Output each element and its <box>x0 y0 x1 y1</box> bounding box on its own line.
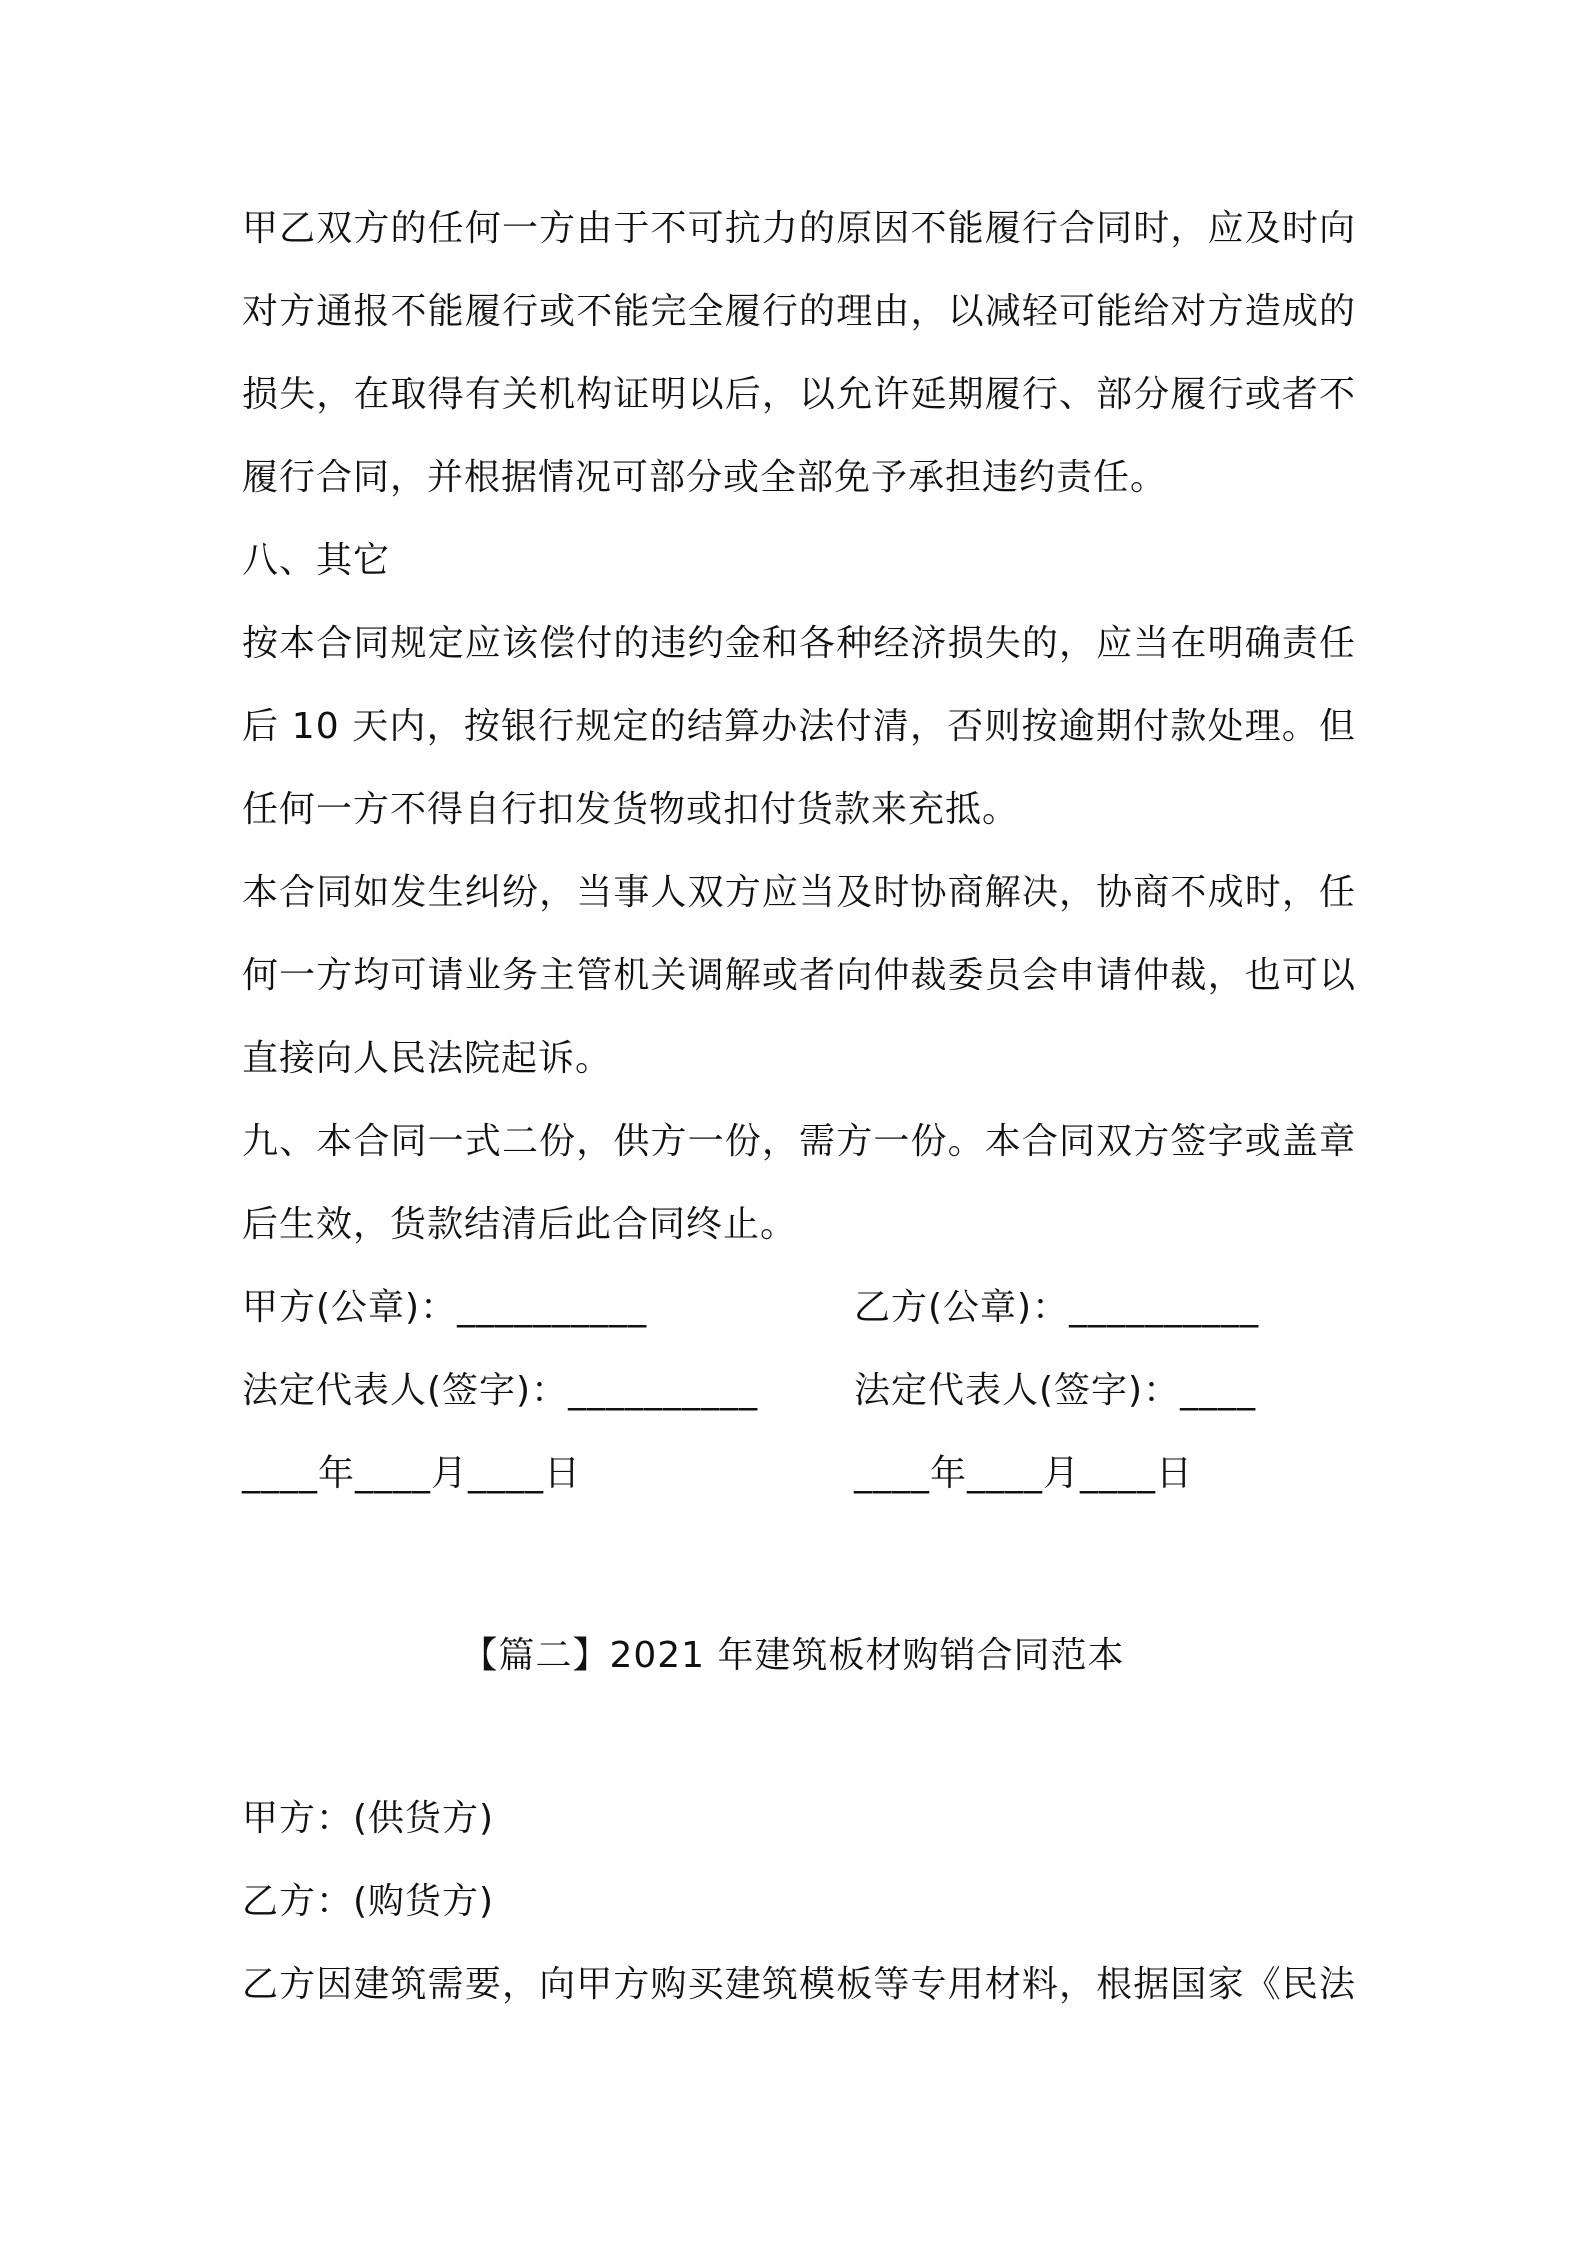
paragraph-dispute-line-2: 何一方均可请业务主管机关调解或者向仲裁委员会申请仲裁，也可以 <box>242 955 1356 996</box>
party-a-representative-field: 法定代表人(签字)：__________ <box>242 1370 759 1411</box>
paragraph-section-9-line-2: 后生效，货款结清后此合同终止。 <box>242 1204 798 1245</box>
party-b-date-field: ____年____月____日 <box>854 1453 1194 1494</box>
paragraph-penalty-line-1: 按本合同规定应该偿付的违约金和各种经济损失的，应当在明确责任 <box>242 623 1356 664</box>
paragraph-penalty-line-3: 任何一方不得自行扣发货物或扣付货款来充抵。 <box>242 789 1020 830</box>
heading-section-8: 八、其它 <box>242 540 391 581</box>
paragraph-force-majeure-line-1: 甲乙双方的任何一方由于不可抗力的原因不能履行合同时，应及时向 <box>242 208 1356 249</box>
party-b-representative-field: 法定代表人(签字)：____ <box>854 1370 1257 1411</box>
party-b-seal-field: 乙方(公章)：__________ <box>854 1287 1260 1328</box>
paragraph-dispute-line-3: 直接向人民法院起诉。 <box>242 1038 613 1079</box>
party-a-seal-field: 甲方(公章)：__________ <box>242 1287 648 1328</box>
party-a-date-field: ____年____月____日 <box>242 1453 582 1494</box>
party-a-supplier: 甲方：(供货方) <box>242 1798 495 1839</box>
paragraph-section-9-line-1: 九、本合同一式二份，供方一份，需方一份。本合同双方签字或盖章 <box>242 1121 1356 1162</box>
section-2-title: 【篇二】2021 年建筑板材购销合同范本 <box>461 1635 1125 1676</box>
section-2-intro-line-1: 乙方因建筑需要，向甲方购买建筑模板等专用材料，根据国家《民法 <box>242 1964 1356 2005</box>
paragraph-force-majeure-line-4: 履行合同，并根据情况可部分或全部免予承担违约责任。 <box>242 457 1168 498</box>
paragraph-penalty-line-2: 后 10 天内，按银行规定的结算办法付清，否则按逾期付款处理。但 <box>242 706 1356 747</box>
paragraph-force-majeure-line-3: 损失，在取得有关机构证明以后，以允许延期履行、部分履行或者不 <box>242 374 1356 415</box>
party-b-buyer: 乙方：(购货方) <box>242 1881 495 1922</box>
paragraph-dispute-line-1: 本合同如发生纠纷，当事人双方应当及时协商解决，协商不成时，任 <box>242 872 1356 913</box>
paragraph-force-majeure-line-2: 对方通报不能履行或不能完全履行的理由，以减轻可能给对方造成的 <box>242 291 1356 332</box>
